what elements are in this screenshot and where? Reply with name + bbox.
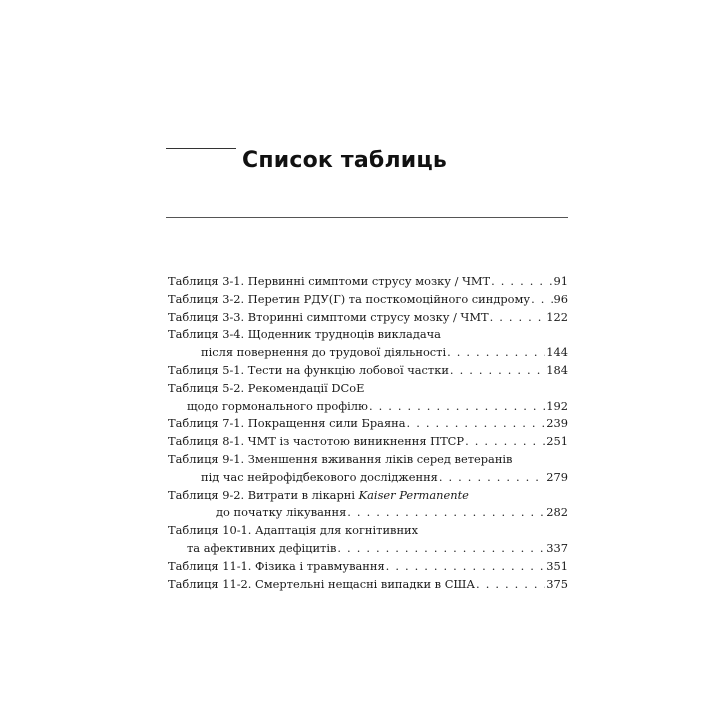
toc-entry-page: 184	[546, 362, 568, 377]
toc-entry-continuation[interactable]	[168, 398, 568, 416]
toc-entry-page: 251	[546, 434, 568, 449]
toc-entry[interactable]	[168, 451, 568, 469]
toc-entry-label: Таблиця 8-1. ЧМТ із частотою виникнення ПТСР	[168, 434, 465, 449]
toc-entry-page: 192	[546, 398, 568, 413]
title-bottom-rule	[166, 217, 568, 218]
toc-entry[interactable]	[168, 487, 568, 505]
dot-leader	[491, 273, 552, 291]
toc-entry-label: та афективних дефіцитів	[187, 540, 337, 555]
table-list	[168, 273, 568, 593]
dot-leader	[531, 291, 552, 309]
toc-entry-label: Таблиця 3-1. Первинні симптоми струсу мозку / ЧМТ	[168, 274, 491, 288]
toc-entry-continuation[interactable]	[168, 504, 568, 522]
toc-entry[interactable]	[168, 309, 568, 327]
toc-entry-page: 122	[546, 309, 568, 324]
toc-entry-label: Таблиця 7-1. Покращення сили Браяна	[168, 416, 406, 431]
dot-leader	[439, 469, 545, 487]
toc-entry-page: 282	[546, 505, 568, 520]
toc-entry-label: Таблиця 5-1. Тести на функцію лобової частки	[168, 362, 449, 377]
toc-entry-label: Таблиця 3-4. Щоденник трудноців викладача	[168, 327, 441, 342]
toc-entry-label: щодо гормонального профілю	[187, 398, 368, 413]
toc-entry-page: 239	[546, 416, 568, 431]
toc-entry-label: Таблиця 3-3. Вторинні симптоми струсу мозку / ЧМТ	[168, 309, 489, 324]
dot-leader	[337, 540, 545, 558]
toc-entry-page: 375	[546, 576, 568, 591]
toc-entry-page: 351	[546, 558, 568, 573]
toc-entry[interactable]	[168, 576, 568, 594]
toc-entry-page: 279	[546, 469, 568, 484]
toc-entry[interactable]	[168, 380, 568, 398]
toc-entry-page: 337	[546, 540, 568, 555]
toc-entry[interactable]	[168, 362, 568, 380]
toc-entry[interactable]	[168, 415, 568, 433]
toc-entry-label: Таблиця 9-1. Зменшення вживання ліків серед ветеранів	[168, 451, 513, 466]
toc-entry-label: Таблиця 5-2. Рекомендації DCoE	[168, 380, 365, 395]
toc-entry-continuation[interactable]	[168, 469, 568, 487]
dot-leader	[407, 415, 546, 433]
page-title: Список таблиць	[242, 148, 448, 173]
toc-entry-label: Таблиця 11-1. Фізика і травмування	[168, 558, 385, 573]
toc-entry-label: до початку лікування	[216, 505, 347, 520]
toc-entry[interactable]	[168, 558, 568, 576]
toc-entry-label: під час нейрофідбекового дослідження	[201, 469, 438, 484]
toc-entry[interactable]	[168, 522, 568, 540]
toc-entry[interactable]	[168, 273, 568, 291]
dot-leader	[347, 504, 545, 522]
toc-entry-label: Таблиця 10-1. Адаптація для когнітивних	[168, 523, 419, 538]
toc-entry[interactable]	[168, 433, 568, 451]
dot-leader	[447, 344, 545, 362]
toc-entry-continuation[interactable]	[168, 344, 568, 362]
toc-entry-label	[168, 487, 469, 505]
toc-entry[interactable]	[168, 291, 568, 309]
dot-leader	[476, 576, 545, 594]
toc-entry-page: 96	[553, 291, 568, 306]
toc-entry-page: 91	[553, 274, 568, 288]
dot-leader	[450, 362, 545, 380]
toc-entry-label: Таблиця 3-2. Перетин РДУ(Г) та посткомоційного синдрому	[168, 291, 531, 306]
toc-entry-label: після повернення до трудової діяльності	[201, 345, 447, 360]
dot-leader	[465, 433, 545, 451]
toc-entry-page: 144	[546, 345, 568, 360]
dot-leader	[369, 398, 545, 416]
toc-entry-continuation[interactable]	[168, 540, 568, 558]
dot-leader	[386, 558, 546, 576]
toc-entry-label: Таблиця 11-2. Смертельні нещасні випадки в США	[168, 576, 476, 591]
toc-entry[interactable]	[168, 326, 568, 344]
title-top-rule	[166, 148, 236, 149]
toc-entry-label-text: Таблиця 9-2. Витрати в лікарні	[168, 487, 359, 502]
toc-entry-label-italic: Kaiser Permanente	[358, 487, 469, 502]
dot-leader	[490, 309, 546, 327]
